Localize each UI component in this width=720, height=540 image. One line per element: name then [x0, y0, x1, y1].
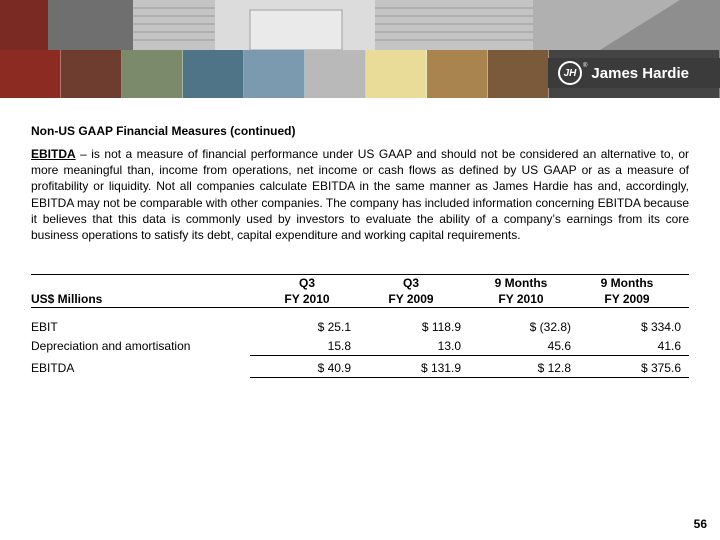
cell-ebit-q3-2009: $ 118.9	[421, 320, 461, 334]
col-header-q3-2010-line2: FY 2010	[284, 292, 330, 306]
header-bottom-rule	[31, 307, 689, 308]
logo-mark-icon: JH	[558, 61, 582, 85]
cell-ebitda-9m-2010: $ 12.8	[537, 361, 571, 375]
house-photo	[0, 0, 720, 50]
col-header-9m-2009-line1: 9 Months	[600, 276, 654, 290]
row-label-ebitda: EBITDA	[31, 361, 75, 375]
color-swatch	[366, 50, 427, 98]
col-header-q3-2009-line2: FY 2009	[388, 292, 434, 306]
company-logo	[548, 58, 720, 88]
cell-ebitda-9m-2009: $ 375.6	[640, 361, 681, 375]
cell-ebit-q3-2010: $ 25.1	[317, 320, 351, 334]
cell-ebit-9m-2009: $ 334.0	[640, 320, 681, 334]
cell-da-q3-2010: 15.8	[327, 339, 351, 353]
unit-label: US$ Millions	[31, 292, 103, 306]
col-header-q3-2009-line1: Q3	[402, 276, 419, 290]
color-swatch	[244, 50, 305, 98]
row-label-ebit: EBIT	[31, 320, 58, 334]
col-header-9m-2010-line1: 9 Months	[494, 276, 548, 290]
ebitda-definition	[31, 146, 689, 243]
page-number: 56	[693, 517, 707, 531]
color-swatch	[427, 50, 488, 98]
ebitda-term: EBITDA	[31, 147, 76, 161]
logo-name: James Hardie	[591, 64, 689, 82]
subtotal-rule	[250, 355, 689, 356]
color-swatch	[183, 50, 244, 98]
cell-ebitda-q3-2010: $ 40.9	[317, 361, 351, 375]
header-banner	[0, 0, 720, 98]
section-heading: Non-US GAAP Financial Measures (continued)	[31, 124, 296, 138]
cell-da-q3-2009: 13.0	[437, 339, 461, 353]
color-swatch	[122, 50, 183, 98]
row-label-depreciation: Depreciation and amortisation	[31, 339, 191, 353]
cell-ebit-9m-2010: $ (32.8)	[529, 320, 571, 334]
color-swatch	[488, 50, 549, 98]
table-top-rule	[31, 274, 689, 275]
col-header-q3-2010-line1: Q3	[298, 276, 315, 290]
registered-icon: ®	[583, 63, 588, 69]
cell-da-9m-2009: 41.6	[657, 339, 681, 353]
cell-ebitda-q3-2009: $ 131.9	[420, 361, 461, 375]
ebitda-definition-text: – is not a measure of financial performance under US GAAP and should not be considered an alternative to, or more meaningful than, income from operations, net income or cash flows as defined by US GAAP or as a measure of profitability or liquidity. Not all companies calculate EBITDA in the same manner as James Hardie has and, accordingly, EBITDA may not be comparable with other companies. The company has included information concerning EBITDA because it believes that this data is commonly used by investors to evaluate the ability of a company’s earnings from its core business operations to satisfy its debt, capital expenditure and working capital requirements.	[31, 147, 689, 243]
total-rule	[250, 377, 689, 378]
col-header-9m-2010-line2: FY 2010	[498, 292, 544, 306]
cell-da-9m-2010: 45.6	[547, 339, 571, 353]
color-swatch	[305, 50, 366, 98]
color-swatch	[61, 50, 122, 98]
col-header-9m-2009-line2: FY 2009	[604, 292, 650, 306]
color-swatch	[0, 50, 61, 98]
